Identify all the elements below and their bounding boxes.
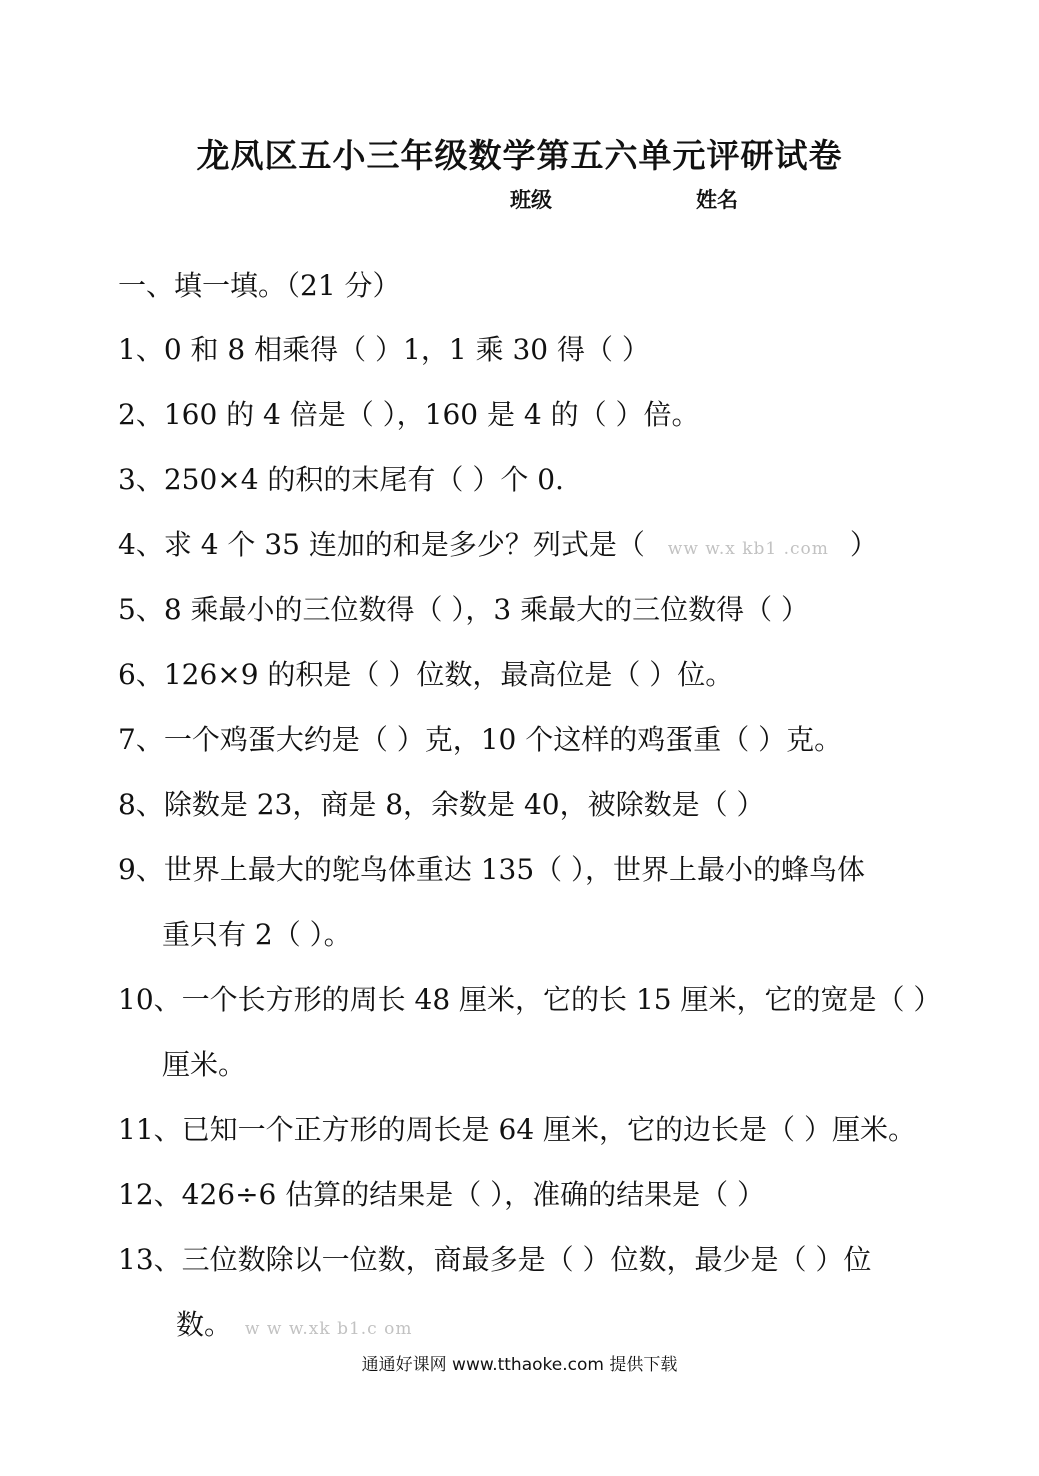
page-title: 龙凤区五小三年级数学第五六单元评研试卷 <box>196 136 843 175</box>
question-6: 6、126×9 的积是（ ）位数，最高位是（ ）位。 <box>118 658 734 691</box>
question-7: 7、一个鸡蛋大约是（ ）克，10 个这样的鸡蛋重（ ）克。 <box>118 723 843 756</box>
question-12: 12、426÷6 估算的结果是（ ），准确的结果是（ ） <box>118 1178 766 1211</box>
question-4 <box>118 523 878 563</box>
question-13: 13、三位数除以一位数，商最多是（ ）位数，最少是（ ）位 <box>118 1243 872 1276</box>
question-10-continued: 厘米。 <box>162 1048 247 1081</box>
question-11: 11、已知一个正方形的周长是 64 厘米，它的边长是（ ）厘米。 <box>118 1113 916 1146</box>
class-label: 班级 <box>510 188 552 212</box>
watermark-2: w w w.xk b1.c om <box>244 1319 413 1339</box>
question-13-continued <box>176 1303 412 1343</box>
question-1: 1、0 和 8 相乘得（ ）1，1 乘 30 得（ ） <box>118 333 650 366</box>
footer-credit: 通通好课网 www.tthaoke.com 提供下载 <box>361 1355 678 1375</box>
question-8: 8、除数是 23，商是 8，余数是 40，被除数是（ ） <box>118 788 765 821</box>
question-2: 2、160 的 4 倍是（ ），160 是 4 的（ ）倍。 <box>118 398 700 431</box>
question-3: 3、250×4 的积的末尾有（ ）个 0. <box>118 463 564 496</box>
question-10: 10、一个长方形的周长 48 厘米，它的长 15 厘米，它的宽是（ ） <box>118 983 942 1016</box>
question-13-continued-text: 数。 <box>176 1308 233 1341</box>
question-5: 5、8 乘最小的三位数得（ ），3 乘最大的三位数得（ ） <box>118 593 810 626</box>
name-label: 姓名 <box>696 188 738 212</box>
question-9-continued: 重只有 2（ ）。 <box>162 918 352 951</box>
question-9: 9、世界上最大的鸵鸟体重达 135（ ），世界上最小的蜂鸟体 <box>118 853 866 886</box>
watermark-1: ww w.x kb1 .com <box>667 539 829 559</box>
section-heading: 一、填一填。（21 分） <box>118 269 401 302</box>
question-4-close: ） <box>849 528 878 561</box>
question-4-text: 4、求 4 个 35 连加的和是多少？列式是（ <box>118 528 645 561</box>
